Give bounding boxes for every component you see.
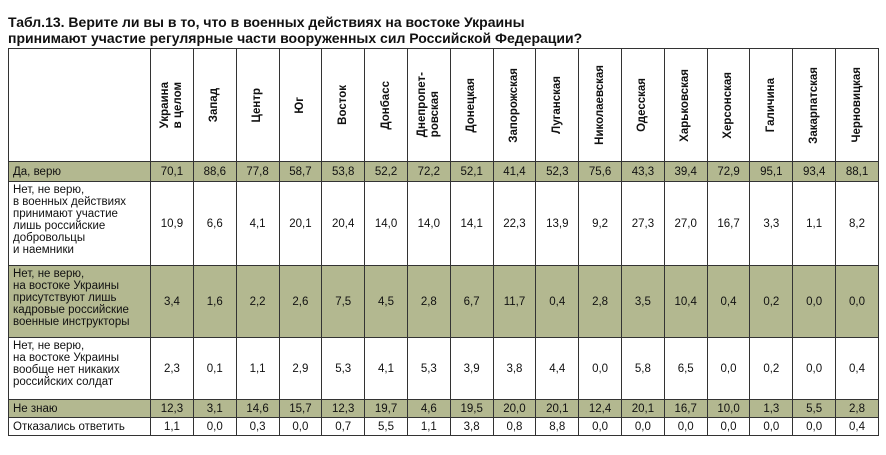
table-cell: 3,9 — [450, 338, 493, 400]
table-cell: 14,0 — [365, 182, 408, 266]
table-row — [9, 182, 879, 266]
table-cell: 0,0 — [793, 418, 836, 436]
table-cell: 10,0 — [707, 400, 750, 418]
table-cell: 0,0 — [793, 266, 836, 338]
table-cell: 0,0 — [750, 418, 793, 436]
column-header-label: Запорожская — [507, 67, 520, 143]
table-cell: 0,4 — [836, 338, 879, 400]
table-cell: 1,1 — [407, 418, 450, 436]
table-cell: 4,6 — [407, 400, 450, 418]
table-cell: 3,1 — [193, 400, 236, 418]
column-header — [193, 49, 236, 162]
column-header — [622, 49, 665, 162]
table-cell: 2,8 — [407, 266, 450, 338]
table-cell: 12,4 — [579, 400, 622, 418]
table-cell: 10,4 — [664, 266, 707, 338]
column-header — [707, 49, 750, 162]
table-cell: 3,5 — [622, 266, 665, 338]
table-cell: 10,9 — [151, 182, 194, 266]
table-cell: 14,0 — [407, 182, 450, 266]
table-cell: 0,0 — [279, 418, 322, 436]
table-cell: 0,0 — [193, 418, 236, 436]
row-label: Нет, не верю, в военных действиях принимают участие лишь российские добровольцы и наемники — [9, 182, 151, 266]
column-header-label: Донецкая — [465, 77, 478, 133]
table-cell: 5,5 — [793, 400, 836, 418]
table-cell: 4,4 — [536, 338, 579, 400]
column-header — [322, 49, 365, 162]
table-cell: 14,6 — [236, 400, 279, 418]
row-label: Да, верю — [9, 162, 151, 182]
column-header — [536, 49, 579, 162]
table-cell: 2,8 — [836, 400, 879, 418]
table-cell: 95,1 — [750, 162, 793, 182]
table-cell: 2,2 — [236, 266, 279, 338]
table-cell: 27,0 — [664, 182, 707, 266]
table-cell: 3,3 — [750, 182, 793, 266]
column-header — [279, 49, 322, 162]
column-header-label: Восток — [336, 85, 349, 125]
column-header-label: Харьковская — [679, 68, 692, 142]
table-cell: 52,3 — [536, 162, 579, 182]
row-label: Нет, не верю, на востоке Украины вообще нет никаких российских солдат — [9, 338, 151, 400]
table-cell: 77,8 — [236, 162, 279, 182]
column-header-label: Украина в целом — [158, 81, 184, 129]
column-header-label: Луганская — [550, 76, 563, 134]
table-cell: 11,7 — [493, 266, 536, 338]
table-cell: 22,3 — [493, 182, 536, 266]
table-cell: 0,0 — [579, 338, 622, 400]
table-cell: 9,2 — [579, 182, 622, 266]
table-cell: 20,4 — [322, 182, 365, 266]
table-cell: 1,1 — [236, 338, 279, 400]
table-cell: 12,3 — [322, 400, 365, 418]
table-cell: 20,0 — [493, 400, 536, 418]
table-cell: 0,0 — [664, 418, 707, 436]
column-header-label: Донбасс — [379, 80, 392, 130]
table-cell: 2,9 — [279, 338, 322, 400]
table-cell: 88,6 — [193, 162, 236, 182]
column-header — [664, 49, 707, 162]
column-header — [836, 49, 879, 162]
column-header — [493, 49, 536, 162]
column-header — [793, 49, 836, 162]
table-cell: 5,5 — [365, 418, 408, 436]
table-cell: 12,3 — [151, 400, 194, 418]
column-header-label: Одесская — [636, 78, 649, 132]
table-title: Табл.13. Верите ли вы в то, что в военных действиях на востоке Украины принимают участие регулярные части вооруженных сил Российской Федерации? — [8, 14, 583, 46]
table-cell: 53,8 — [322, 162, 365, 182]
column-header-label: Юг — [293, 96, 306, 114]
table-cell: 0,0 — [836, 266, 879, 338]
table-cell: 72,9 — [707, 162, 750, 182]
table-cell: 5,3 — [407, 338, 450, 400]
table-cell: 0,0 — [622, 418, 665, 436]
table-cell: 7,5 — [322, 266, 365, 338]
column-header-label: Днепропет- ровская — [415, 72, 441, 138]
table-cell: 0,8 — [493, 418, 536, 436]
column-header — [407, 49, 450, 162]
table-cell: 43,3 — [622, 162, 665, 182]
table-cell: 0,0 — [793, 338, 836, 400]
table-cell: 20,1 — [536, 400, 579, 418]
row-label: Не знаю — [9, 400, 151, 418]
table-cell: 8,8 — [536, 418, 579, 436]
column-header-label: Херсонская — [722, 71, 735, 139]
table-cell: 0,4 — [836, 418, 879, 436]
table-cell: 0,2 — [750, 266, 793, 338]
table-cell: 14,1 — [450, 182, 493, 266]
table-cell: 6,5 — [664, 338, 707, 400]
column-header-label: Центр — [251, 87, 264, 123]
column-header-label: Черновицкая — [850, 67, 863, 143]
table-cell: 4,1 — [365, 338, 408, 400]
table-cell: 2,6 — [279, 266, 322, 338]
table-cell: 93,4 — [793, 162, 836, 182]
table-cell: 52,1 — [450, 162, 493, 182]
table-cell: 16,7 — [707, 182, 750, 266]
table-cell: 41,4 — [493, 162, 536, 182]
table-cell: 0,0 — [707, 338, 750, 400]
column-header — [750, 49, 793, 162]
table-row — [9, 162, 879, 182]
table-cell: 4,1 — [236, 182, 279, 266]
table-cell: 4,5 — [365, 266, 408, 338]
column-header — [365, 49, 408, 162]
header-corner — [9, 49, 151, 162]
column-header-label: Закарпатская — [807, 66, 820, 144]
table-cell: 5,8 — [622, 338, 665, 400]
table-cell: 58,7 — [279, 162, 322, 182]
table-cell: 0,3 — [236, 418, 279, 436]
table-cell: 3,4 — [151, 266, 194, 338]
column-header — [151, 49, 194, 162]
table-cell: 0,4 — [536, 266, 579, 338]
table-cell: 6,6 — [193, 182, 236, 266]
table-row — [9, 338, 879, 400]
table-cell: 3,8 — [493, 338, 536, 400]
table-cell: 52,2 — [365, 162, 408, 182]
column-header-label: Запад — [208, 87, 221, 123]
table-row — [9, 400, 879, 418]
table-cell: 16,7 — [664, 400, 707, 418]
table-cell: 39,4 — [664, 162, 707, 182]
table-cell: 1,3 — [750, 400, 793, 418]
table-cell: 20,1 — [279, 182, 322, 266]
table-cell: 20,1 — [622, 400, 665, 418]
table-cell: 27,3 — [622, 182, 665, 266]
table-cell: 88,1 — [836, 162, 879, 182]
table-cell: 0,4 — [707, 266, 750, 338]
table-cell: 15,7 — [279, 400, 322, 418]
table-cell: 3,8 — [450, 418, 493, 436]
table-cell: 70,1 — [151, 162, 194, 182]
table-cell: 0,7 — [322, 418, 365, 436]
table-cell: 0,1 — [193, 338, 236, 400]
table-cell: 2,3 — [151, 338, 194, 400]
table-cell: 1,1 — [793, 182, 836, 266]
column-header — [579, 49, 622, 162]
table-cell: 19,7 — [365, 400, 408, 418]
row-label: Отказались ответить — [9, 418, 151, 436]
column-header-label: Галичина — [764, 77, 777, 133]
survey-table — [8, 48, 879, 436]
table-cell: 75,6 — [579, 162, 622, 182]
column-header-label: Николаевская — [593, 65, 606, 145]
table-cell: 19,5 — [450, 400, 493, 418]
table-cell: 1,6 — [193, 266, 236, 338]
table-cell: 1,1 — [151, 418, 194, 436]
column-header — [450, 49, 493, 162]
table-cell: 72,2 — [407, 162, 450, 182]
table-cell: 8,2 — [836, 182, 879, 266]
table-cell: 5,3 — [322, 338, 365, 400]
table-cell: 0,0 — [579, 418, 622, 436]
table-cell: 6,7 — [450, 266, 493, 338]
header-row — [9, 49, 879, 162]
table-cell: 0,2 — [750, 338, 793, 400]
table-cell: 2,8 — [579, 266, 622, 338]
row-label: Нет, не верю, на востоке Украины присутствуют лишь кадровые российские военные инструкторы — [9, 266, 151, 338]
table-row — [9, 418, 879, 436]
column-header — [236, 49, 279, 162]
table-row — [9, 266, 879, 338]
table-cell: 13,9 — [536, 182, 579, 266]
table-cell: 0,0 — [707, 418, 750, 436]
